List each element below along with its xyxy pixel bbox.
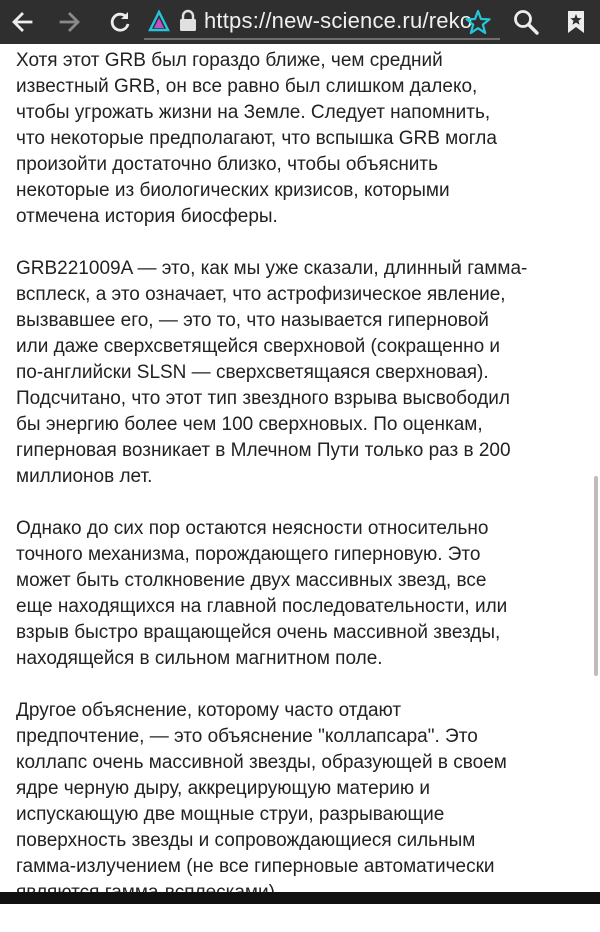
bookmark-star-button[interactable] [458,0,498,44]
forward-button[interactable] [50,0,90,44]
lock-icon [178,10,198,32]
address-bar[interactable] [144,4,500,40]
back-button[interactable] [2,0,42,44]
article-content [0,44,600,892]
search-icon [512,8,540,36]
arrow-left-icon [9,9,35,35]
url-text[interactable]: https://new-science.ru/reko [204,8,473,33]
scrollbar-thumb[interactable] [594,476,598,676]
article-paragraph: Хотя этот GRB был гораздо ближе, чем средний известный GRB, он все равно был слишком далеко, чтобы угрожать жизни на Земле. Следует напомнить, что некоторые предполагают, что вспышка GRB могла произойти достаточно близко, чтобы объяснить некоторые из биологических кризисов, которыми отмечена история биосферы. [16,50,497,227]
search-button[interactable] [506,0,546,44]
bookmark-icon [564,9,588,35]
article-paragraph: Однако до сих пор остаются неясности относительно точного механизма, порождающего гиперновую. Это может быть столкновение двух массивных звезд, все еще находящихся на главной последовательности, или взрыв быстро вращающейся очень массивной звезды, находящейся в сильном магнитном поле. [16,518,508,669]
site-favicon-icon [148,10,170,32]
browser-toolbar [0,0,600,44]
star-icon [464,8,492,36]
article-paragraph: GRB221009A — это, как мы уже сказали, длинный гамма- всплеск, а это означает, что астрофизическое явление, вызвавшее его, — это то, что называется гиперновой или даже сверхсветящейся сверхновой (сокращенно и по-английски SLSN — сверхсветящаяся сверхновая). Подсчитано, что этот тип звездного взрыва высвободил бы энергию более чем 100 сверхновых. По оценкам, гиперновая возникает в Млечном Пути только раз в 200 миллионов лет. [16,258,528,487]
bottom-edge-bar [0,892,600,904]
reload-button[interactable] [100,0,140,44]
reload-icon [107,9,133,35]
bookmarks-button[interactable] [556,0,596,44]
article-paragraph: Другое объяснение, которому часто отдают предпочтение, — это объяснение "коллапсара". Это коллапс очень массивной звезды, образующей в своем ядре черную дыру, аккрецирующую материю и испускающую две мощные струи, разрывающие поверхность звезды и сопровождающиеся сильным гамма-излучением (не все гиперновые автоматически [16,700,507,877]
arrow-right-icon [57,9,83,35]
